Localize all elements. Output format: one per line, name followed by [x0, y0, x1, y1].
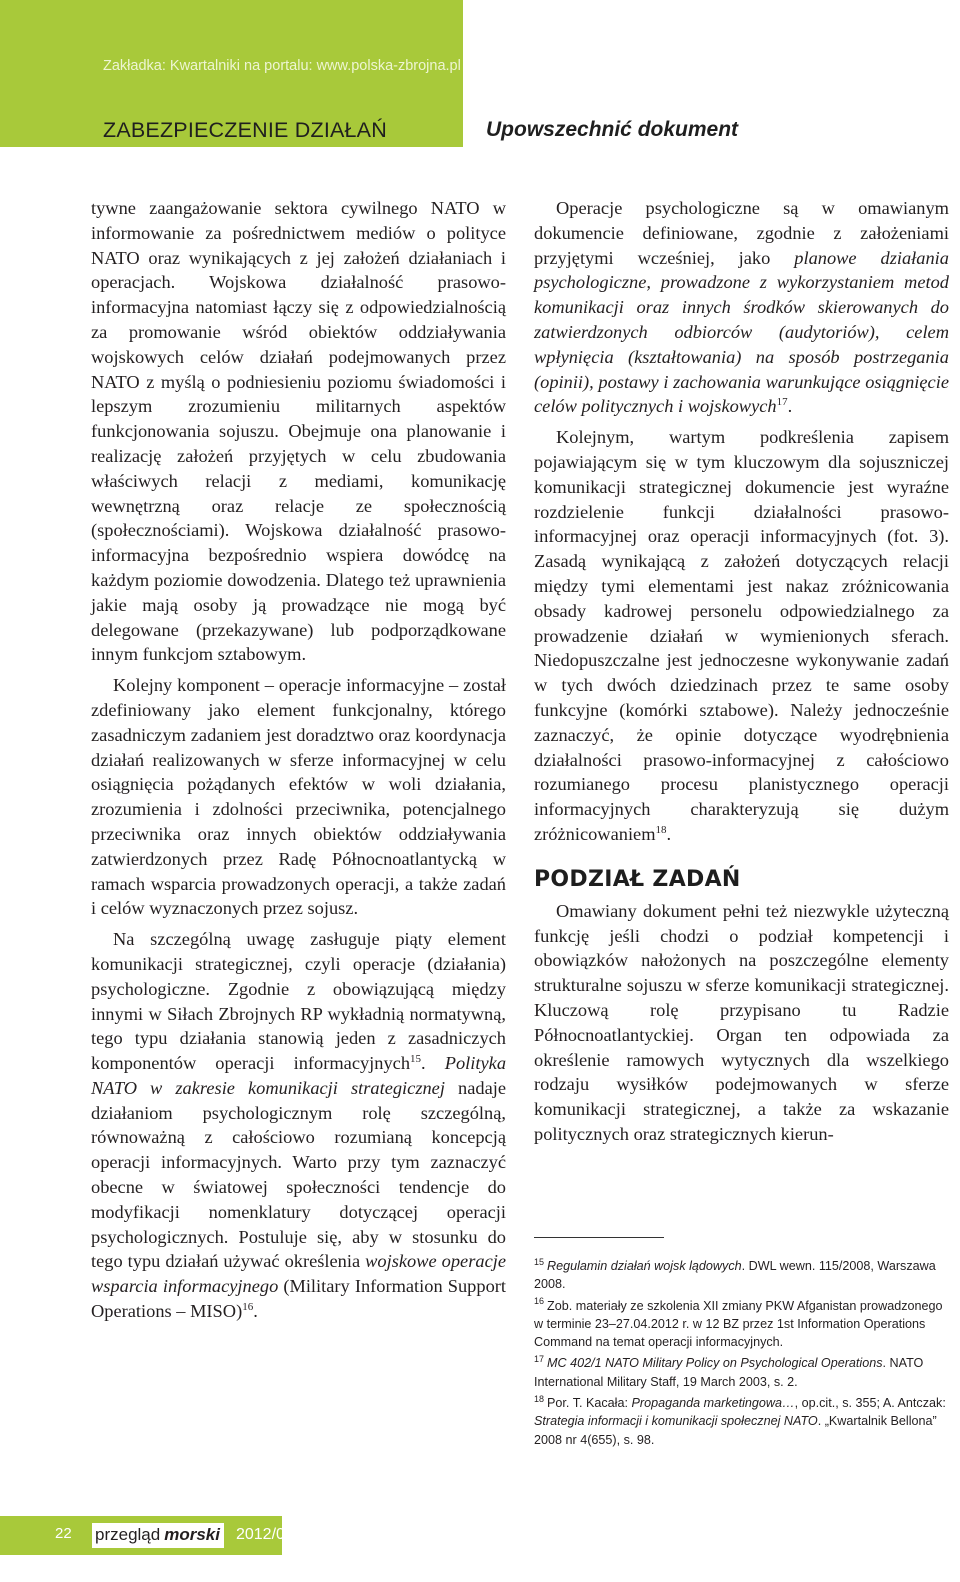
- italic-run: Propaganda marketingowa…: [631, 1396, 795, 1411]
- footnote: [534, 1297, 949, 1352]
- footnote-reference: 15: [410, 1052, 422, 1065]
- left-column: [91, 196, 506, 1324]
- footnote-number: 15: [534, 1256, 545, 1267]
- bookmark-link[interactable]: Zakładka: Kwartalniki na portalu: www.polska-zbrojna.pl: [103, 58, 461, 74]
- paragraph: [91, 927, 506, 1324]
- footnote-number: 17: [534, 1354, 545, 1365]
- footnote-number: 18: [534, 1393, 545, 1404]
- text-run: .: [421, 1053, 445, 1074]
- text-run: Zob. materiały ze szkolenia XII zmiany PKW Afganistan prowadzonego w terminie 23–27.04.2012 r. w 12 BZ przez 1st Information Operations Command na temat operacji informacyjnych.: [534, 1298, 943, 1350]
- text-run: Kolejnym, wartym podkreślenia zapisem pojawiającym się w tym kluczowym dla sojuszniczej komunikacji strategicznej dokumencie jest wyraźne rozdzielenie funkcji działalności prasowo-informacyjnej oraz operacji informacyjnych (fot. 3). Zasadą wynikającą z założeń dotyczących relacji między tymi elementami jest nakaz zróżnicowania obsady kadrowej personelu odpowiedzialnego za prowadzenie działań w wymienionych sferach. Niedopuszczalne jest jednoczesne wykonywanie zadań w tych dwóch dziedzinach przez te same osoby funkcyjne (komórki sztabowe). Należy jednocześnie zaznaczyć, że opinie dotyczące wyodrębnienia działalności prasowo-informacyjnej z całościowo rozumianego procesu planistycznego operacji informacyjnych charakteryzują się dużym zróżnicowaniem: [534, 427, 949, 844]
- footnote-reference: 16: [242, 1300, 254, 1313]
- text-run: . DWL wewn. 115/2008, Warszawa 2008.: [534, 1259, 936, 1292]
- text-run: Por. T. Kacała:: [547, 1396, 632, 1411]
- footnote: [534, 1394, 949, 1449]
- paragraph: [91, 673, 506, 921]
- footnote-number: 16: [534, 1296, 545, 1307]
- italic-run: Strategia informacji i komunikacji społecznej NATO: [534, 1414, 818, 1429]
- footnote: [534, 1354, 949, 1391]
- italic-run: Polityka NATO w zakresie komunikacji strategicznej: [91, 1053, 507, 1098]
- paragraph: [534, 899, 949, 1147]
- text-run: Na szczególną uwagę zasługuje piąty element komunikacji strategicznej, czyli operacje (działania) psychologiczne. Zgodnie z obowiązującą między innymi w Siłach Zbrojnych RP wykładnią normatywną, tego typu działania stanowią jeden z zasadniczych komponentów operacji informacyjnych: [91, 929, 506, 1074]
- footnote-rule: [534, 1237, 664, 1238]
- paragraph: [534, 196, 949, 419]
- magazine-name-part1: przegląd: [92, 1523, 164, 1548]
- text-run: (Military Information Support Operations – MISO): [91, 1276, 506, 1322]
- text-run: .: [253, 1301, 258, 1322]
- italic-run: planowe działania psychologiczne, prowadzone z wykorzystaniem metod komunikacji oraz innych środków skierowanych do zatwierdzonych odbiorców (audytoriów), celem wpłynięcia (kształtowania) na sposób postrzegania (opinii), postawy i zachowania warunkujące osiągnięcie celów politycznych i wojskowych: [534, 247, 949, 417]
- footnote-reference: 17: [776, 396, 788, 409]
- italic-run: wojskowe operacje wsparcia informacyjnego: [91, 1251, 507, 1297]
- issue-number: 2012/03: [235, 1526, 294, 1543]
- footnote: [534, 1257, 949, 1294]
- page-number: 22: [55, 1525, 72, 1542]
- italic-run: Regulamin działań wojsk lądowych: [547, 1259, 742, 1273]
- text-run: . „Kwartalnik Bellona” 2008 nr 4(655), s. 98.: [534, 1414, 937, 1447]
- text-run: tywne zaangażowanie sektora cywilnego NATO w informowanie za pośrednictwem mediów o polityce NATO oraz wynikających z jej założeń działaniach i operacjach. Wojskowa działalność prasowo-informacyjna natomiast łączy się z odpowiedzialnością za promowanie wśród obiektów oddziaływania wojskowych celów działań podejmowanych przez NATO z myślą o podniesieniu poziomu świadomości i lepszym zrozumieniu militarnych aspektów funkcjonowania sojuszu. Obejmuje ona planowanie i realizację założeń przyjętych w celu zbudowania właściwych relacji z mediami, komunikację wewnętrzną oraz relacje ze społecznością (społecznościami). Wojskowa działalność prasowo-informacyjna bezpośrednio wspiera dowódcę na każdym poziomie dowodzenia. Dlatego też uprawnienia jakie mają osoby ją prowadzące nie mogą być delegowane (przekazywane) lub podporządkowane innym funkcjom sztabowym.: [91, 198, 506, 665]
- section-label: ZABEZPIECZENIE DZIAŁAŃ: [103, 118, 387, 142]
- section-heading: PODZIAŁ ZADAŃ: [534, 866, 741, 892]
- footnotes: [534, 1257, 949, 1452]
- magazine-name-part2: morski: [164, 1523, 224, 1548]
- paragraph: [91, 196, 506, 667]
- text-run: Kolejny komponent – operacje informacyjne – został zdefiniowany jako element funkcjonalny, którego zasadniczym zadaniem jest doradztwo oraz koordynacja działań realizowanych w sferze informacyjnej w celu osiągnięcia pożądanych efektów w woli działania, zrozumienia i zdolności przeciwnika, potencjalnego przeciwnika oraz innych obiektów oddziaływania zatwierdzonych przez Radę Północnoatlantycką w ramach wsparcia prowadzonych operacji, a także zadań i celów wyznaczonych przez sojusz.: [91, 675, 506, 919]
- text-run: . NATO International Military Staff, 19 March 2003, s. 2.: [534, 1356, 924, 1389]
- italic-run: MC 402/1 NATO Military Policy on Psychological Operations: [547, 1356, 883, 1371]
- paragraph: [534, 425, 949, 847]
- text-run: .: [666, 823, 672, 844]
- running-title: Upowszechnić dokument: [486, 118, 739, 141]
- magazine-logo: [92, 1519, 294, 1551]
- text-run: .: [787, 396, 793, 417]
- text-run: Operacje psychologiczne są w omawianym dokumencie definiowane, zgodnie z założeniami przyjętymi wcześniej, jako: [534, 198, 949, 268]
- text-run: Omawiany dokument pełni też niezwykle użyteczną funkcję jeśli chodzi o podział kompetencji i obowiązków nałożonych na poszczególne elementy strukturalne sojuszu w sferze komunikacji strategicznej. Kluczową rolę przypisano tu Radzie Północnoatlantyckiej. Organ ten odpowiada za określenie ramowych wytycznych dla wszelkiego rodzaju wysiłków podejmowanych w sferze komunikacji strategicznej, a także za wskazanie politycznych oraz strategicznych kierun-: [534, 900, 949, 1144]
- footnote-reference: 18: [655, 823, 667, 836]
- text-run: , op.cit., s. 355; A. Antczak:: [794, 1396, 946, 1411]
- right-column: [534, 196, 949, 1147]
- text-run: nadaje działaniom psychologicznym rolę szczególną, równoważną z całościowo rozumianą koncepcją operacji informacyjnych. Warto przy tym zaznaczyć obecne w światowej społeczności tendencje do modyfikacji nomenklatury dotyczącej operacji psychologicznych. Postuluje się, aby w stosunku do tego typu działań używać określenia: [91, 1077, 507, 1272]
